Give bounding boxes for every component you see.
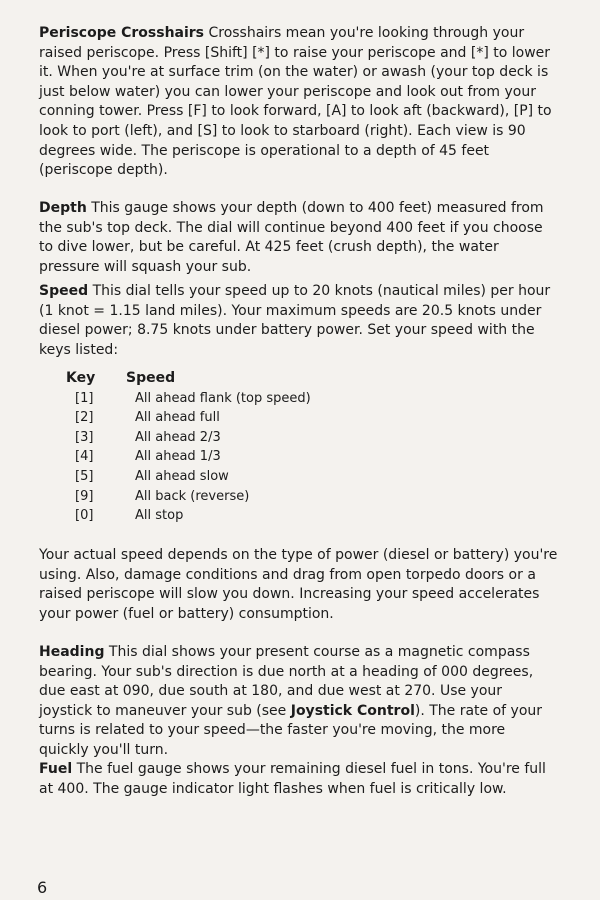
heading-heading: Heading — [39, 644, 105, 660]
actual-speed-paragraph — [39, 546, 559, 624]
table-row — [66, 506, 366, 526]
heading-text-1: This dial shows your present course as a magnetic compass bearing. Your sub's direction is due north at a heading of 000 degrees, due east at 090, due south at 180, and due west at 270. Use your joystick to maneuver your sub (see — [39, 644, 534, 719]
depth-text: This gauge shows your depth (down to 400 feet) measured from the sub's top deck. The dial will continue beyond 400 feet if you choose to dive lower, but be careful. At 425 feet (crush depth), the water pressure will squash your sub. — [39, 200, 544, 275]
table-row — [66, 487, 366, 507]
speed-column-header: Speed — [126, 370, 176, 386]
table-row — [66, 467, 366, 487]
actual-speed-text: Your actual speed depends on the type of power (diesel or battery) you're using. Also, damage conditions and drag from open torpedo doors or a raised periscope will slow you down. Increasing your speed accelerates your power (fuel or battery) consumption. — [39, 547, 558, 622]
speed-heading: Speed — [39, 283, 89, 299]
periscope-text: Crosshairs mean you're looking through your raised periscope. Press [Shift] [*] to raise your periscope and [*] to lower it. When you're at surface trim (on the water) or awash (your top deck is just below water) you can lower your periscope and look out from your conning tower. Press [F] to look forward, [A] to look aft (backward), [P] to look to port (left), and [S] to look to starboard (right). Each view is 90 degrees wide. The periscope is operational to a depth of 45 feet (periscope depth). — [39, 25, 552, 179]
speed-text: This dial tells your speed up to 20 knots (nautical miles) per hour (1 knot = 1.15 land miles). Your maximum speeds are 20.5 knots under diesel power; 8.75 knots under battery power. Set your speed with the keys listed: — [39, 283, 551, 358]
speed-cell: All back (reverse) — [135, 488, 250, 504]
key-cell: [9] — [75, 488, 94, 504]
key-cell: [4] — [75, 449, 94, 465]
page-number: 6 — [37, 878, 48, 897]
table-header — [66, 369, 366, 389]
key-cell: [1] — [75, 390, 94, 406]
periscope-paragraph — [39, 24, 559, 181]
joystick-control-reference: Joystick Control — [290, 702, 415, 719]
key-cell: [5] — [75, 468, 94, 484]
speed-key-table — [66, 369, 366, 526]
speed-cell: All ahead slow — [135, 468, 229, 484]
depth-heading: Depth — [39, 200, 87, 216]
speed-cell: All ahead full — [135, 410, 220, 426]
fuel-heading: Fuel — [39, 761, 73, 777]
table-row — [66, 428, 366, 448]
heading-text-2: ). The rate of your turns is related to your speed—the faster you're moving, the more quickly you'll turn. — [39, 702, 543, 758]
heading-paragraph — [39, 643, 559, 761]
key-cell: [0] — [75, 508, 94, 524]
speed-cell: All ahead 1/3 — [135, 449, 221, 465]
depth-paragraph — [39, 199, 559, 277]
speed-cell: All ahead 2/3 — [135, 429, 221, 445]
speed-cell: All ahead flank (top speed) — [135, 390, 311, 406]
fuel-text: The fuel gauge shows your remaining diesel fuel in tons. You're full at 400. The gauge indicator light flashes when fuel is critically low. — [39, 761, 546, 797]
fuel-paragraph — [39, 760, 559, 799]
periscope-heading: Periscope Crosshairs — [39, 25, 205, 41]
key-cell: [2] — [75, 410, 94, 426]
table-row — [66, 408, 366, 428]
table-row — [66, 389, 366, 409]
key-column-header: Key — [66, 370, 96, 386]
table-row — [66, 447, 366, 467]
key-cell: [3] — [75, 429, 94, 445]
speed-cell: All stop — [135, 508, 184, 524]
speed-paragraph — [39, 282, 559, 360]
